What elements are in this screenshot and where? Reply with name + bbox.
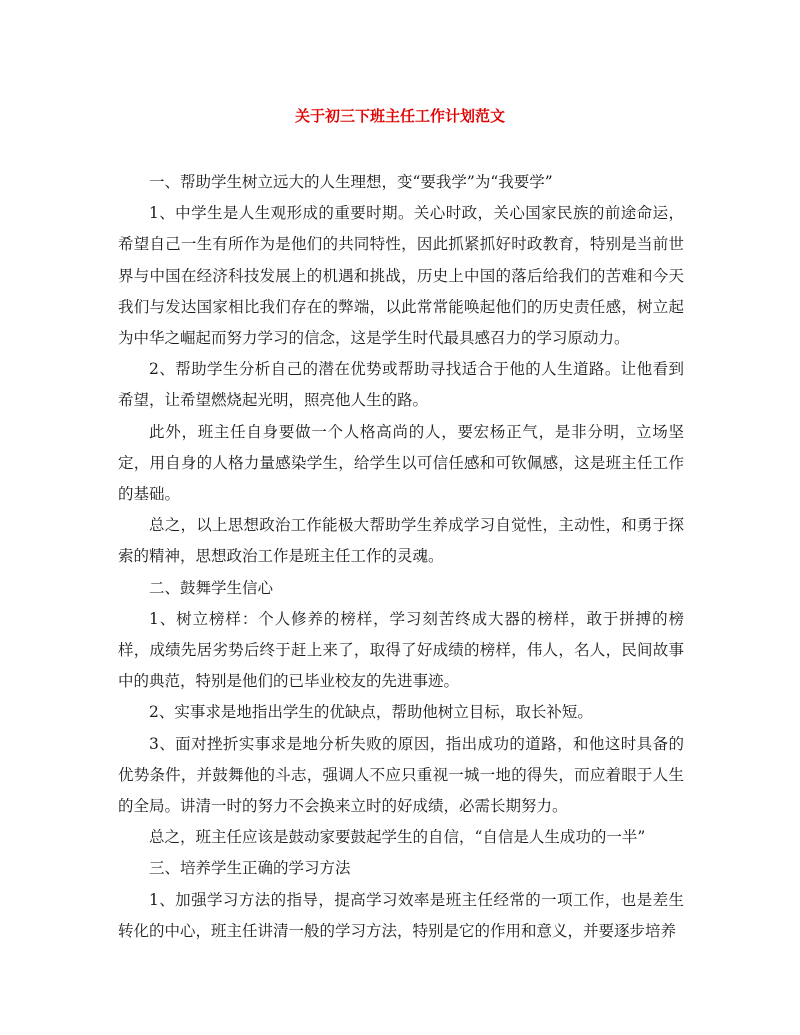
section-heading-2: 二、鼓舞学生信心 <box>149 578 274 597</box>
paragraph: 2、实事求是地指出学生的优缺点，帮助他树立目标，取长补短。 <box>149 703 593 722</box>
paragraph: 3、面对挫折实事求是地分析失败的原因，指出成功的道路，和他这时具备的优势条件，并鼓舞他的斗志，强调人不应只重视一城一地的得失，而应着眼于人生的全局。讲清一时的努力不会换来立时的好成绩，必需长期努力。 <box>118 734 684 816</box>
section-heading-1: 一、帮助学生树立远大的人生理想，变“要我学”为“我要学” <box>149 173 553 191</box>
section-heading-3: 三、培养学生正确的学习方法 <box>149 859 351 878</box>
paragraph: 1、中学生是人生观形成的重要时期。关心时政，关心国家民族的前途命运，希望自己一生有所作为是他们的共同特性，因此抓紧抓好时政教育，特别是当前世界与中国在经济科技发展上的机遇和挑战，历史上中国的落后给我们的苦难和今天我们与发达国家相比我们存在的弊端，以此常常能唤起他们的历史责任感，树立起为中华之崛起而努力学习的信念，这是学生时代最具感召力的学习原动力。 <box>118 204 684 348</box>
paragraph: 1、树立榜样：个人修养的榜样，学习刻苦终成大器的榜样，敢于拼搏的榜样，成绩先居劣势后终于赶上来了，取得了好成绩的榜样，伟人，名人，民间故事中的典范，特别是他们的已毕业校友的先进事迹。 <box>118 609 684 691</box>
document-title: 关于初三下班主任工作计划范文 <box>294 107 505 125</box>
paragraph: 此外，班主任自身要做一个人格高尚的人，要宏杨正气，是非分明，立场坚定，用自身的人格力量感染学生，给学生以可信任感和可钦佩感，这是班主任工作的基础。 <box>118 422 684 504</box>
paragraph: 1、加强学习方法的指导，提高学习效率是班主任经常的一项工作，也是差生转化的中心，班主任讲清一般的学习方法，特别是它的作用和意义，并要逐步培养 <box>118 890 684 940</box>
paragraph: 2、帮助学生分析自己的潜在优势或帮助寻找适合于他的人生道路。让他看到希望，让希望燃烧起光明，照亮他人生的路。 <box>118 360 684 410</box>
document-body <box>118 167 684 947</box>
paragraph: 总之，班主任应该是鼓动家要鼓起学生的自信，“自信是人生成功的一半” <box>149 828 646 847</box>
paragraph: 总之，以上思想政治工作能极大帮助学生养成学习自觉性，主动性，和勇于探索的精神，思想政治工作是班主任工作的灵魂。 <box>118 516 684 566</box>
